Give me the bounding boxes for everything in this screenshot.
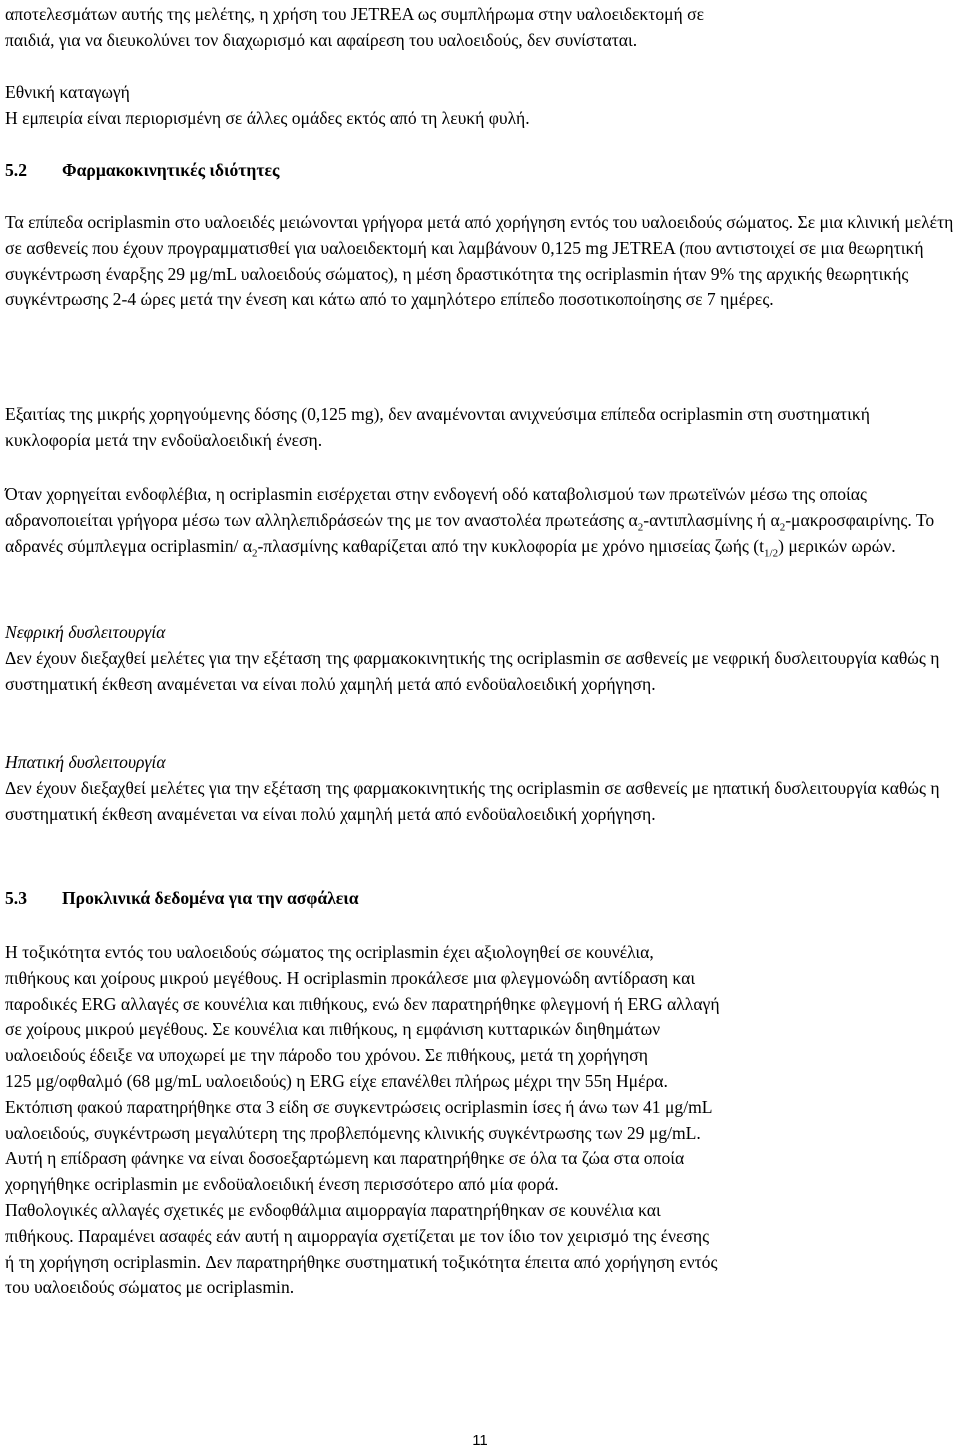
section-5-2-heading [5, 158, 955, 184]
pk-paragraph-3 [5, 482, 955, 559]
text-line: σε χοίρους μικρού μεγέθους. Σε κουνέλια και πιθήκους, η εμφάνιση κυτταρικών διηθημάτων [5, 1019, 661, 1040]
paragraph: Όταν χορηγείται ενδοφλέβια, η ocriplasmin εισέρχεται στην ενδογενή οδό καταβολισμού των πρωτεϊνών μέσω της οποίας αδρανοποιείται γρήγορα μέσω των αλληλεπιδράσεών της με τον αναστολέα πρωτεάσης $\alpha_2$-αντιπλασμίνης ή $\alpha_2$-μακροσφαιρίνης. Το αδρανές σύμπλεγμα ocriplasmin/ $\alpha_2$-πλασμίνης καθαρίζεται από την κυκλοφορία με χρόνο ημισείας ζωής $(t_{1/2})$ μερικών ωρών. [5, 484, 935, 560]
intro-continuation [5, 2, 955, 54]
continuation-line: παιδιά, για να διευκολύνει τον διαχωρισμό και αφαίρεση του υαλοειδούς, δεν συνίσταται. [5, 29, 638, 50]
text-line: υαλοειδούς, συγκέντρωση μεγαλύτερη της προβλεπόμενης κλινικής συγκέντρωσης των 29 μg/mL. [5, 1122, 701, 1143]
text-line: του υαλοειδούς σώματος με ocriplasmin. [5, 1277, 295, 1298]
text-line: Η τοξικότητα εντός του υαλοειδούς σώματος της ocriplasmin έχει αξιολογηθεί σε κουνέλια, [5, 942, 654, 962]
pk-paragraph-2 [5, 402, 955, 454]
ethnic-origin-title: Εθνική καταγωγή [5, 82, 130, 102]
preclinical-paragraph [5, 940, 955, 1301]
hepatic-impairment-title: Ηπατική δυσλειτουργία [5, 752, 166, 772]
text-line: πιθήκους και χοίρους μικρού μεγέθους. Η ocriplasmin προκάλεσε μια φλεγμονώδη αντίδραση και [5, 967, 696, 988]
section-title: Προκλινικά δεδομένα για την ασφάλεια [62, 888, 359, 908]
text-line: Εκτόπιση φακού παρατηρήθηκε στα 3 είδη σε συγκεντρώσεις ocriplasmin ίσες ή άνω των 41 μg/mL [5, 1096, 713, 1117]
hepatic-impairment-block [5, 750, 955, 827]
hepatic-impairment-text: Δεν έχουν διεξαχθεί μελέτες για την εξέταση της φαρμακοκινητικής της ocriplasmin σε ασθενείς με ηπατική δυσλειτουργία καθώς η συστηματική έκθεση αναμένεται να είναι πολύ χαμηλή μετά από ενδοϋαλοειδική χορήγηση. [5, 777, 940, 824]
section-number: 5.3 [5, 888, 27, 908]
section-number: 5.2 [5, 160, 27, 180]
section-5-3-heading [5, 886, 955, 912]
renal-impairment-text: Δεν έχουν διεξαχθεί μελέτες για την εξέταση της φαρμακοκινητικής της ocriplasmin σε ασθενείς με νεφρική δυσλειτουργία καθώς η συστηματική έκθεση αναμένεται να είναι πολύ χαμηλή μετά από ενδοϋαλοειδική χορήγηση. [5, 647, 940, 694]
renal-impairment-block [5, 620, 955, 697]
paragraph: Εξαιτίας της μικρής χορηγούμενης δόσης (0,125 mg), δεν αναμένονται ανιχνεύσιμα επίπεδα ocriplasmin στη συστηματική κυκλοφορία μετά την ενδοϋαλοειδική ένεση. [5, 404, 870, 450]
text-line: παροδικές ERG αλλαγές σε κουνέλια και πιθήκους, ενώ δεν παρατηρήθηκε φλεγμονή ή ERG αλλαγή [5, 993, 720, 1014]
text-line: Αυτή η επίδραση φάνηκε να είναι δοσοεξαρτώμενη και παρατηρήθηκε σε όλα τα ζώα στα οποία [5, 1148, 685, 1169]
text-line: Παθολογικές αλλαγές σχετικές με ενδοφθάλμια αιμορραγία παρατηρήθηκαν σε κουνέλια και [5, 1199, 661, 1220]
paragraph: Τα επίπεδα ocriplasmin στο υαλοειδές μειώνονται γρήγορα μετά από χορήγηση εντός του υαλοειδούς σώματος. Σε μια κλινική μελέτη σε ασθενείς που έχουν προγραμματισθεί για υαλοειδεκτομή και λαμβάνουν 0,125 mg JETREA (που αντιστοιχεί σε μια θεωρητική συγκέντρωση έναρξης 29 μg/mL υαλοειδούς σώματος), η μέση δραστικότητα της ocriplasmin ήταν 9% της αρχικής θεωρητικής συγκέντρωσης 2-4 ώρες μετά την ένεση και κάτω από το χαμηλότερο επίπεδο ποσοτικοποίησης σε 7 ημέρες. [5, 212, 954, 310]
pk-paragraph-1 [5, 210, 955, 313]
section-title: Φαρμακοκινητικές ιδιότητες [62, 160, 280, 180]
ethnic-origin-text: Η εμπειρία είναι περιορισμένη σε άλλες ομάδες εκτός από τη λευκή φυλή. [5, 107, 530, 128]
page-number: 11 [472, 1432, 488, 1449]
text-line: υαλοειδούς έδειξε να υποχωρεί με την πάροδο του χρόνου. Σε πιθήκους, μετά τη χορήγηση [5, 1045, 648, 1066]
text-line: πιθήκους. Παραμένει ασαφές εάν αυτή η αιμορραγία σχετίζεται με τον ίδιο τον χειρισμό της ένεσης [5, 1225, 710, 1246]
renal-impairment-title: Νεφρική δυσλειτουργία [5, 622, 166, 642]
text-line: ή τη χορήγηση ocriplasmin. Δεν παρατηρήθηκε συστηματική τοξικότητα έπειτα από χορήγηση εντός [5, 1251, 718, 1272]
text-line: 125 μg/οφθαλμό (68 μg/mL υαλοειδούς) η ERG είχε επανέλθει πλήρως μέχρι την 55η Ημέρα. [5, 1070, 668, 1091]
ethnic-origin-block [5, 80, 955, 132]
text-line: χορηγήθηκε ocriplasmin με ενδοϋαλοειδική ένεση περισσότερο από μία φορά. [5, 1174, 559, 1195]
continuation-line: αποτελεσμάτων αυτής της μελέτης, η χρήση του JETREA ως συμπλήρωμα στην υαλοειδεκτομή σε [5, 4, 705, 24]
